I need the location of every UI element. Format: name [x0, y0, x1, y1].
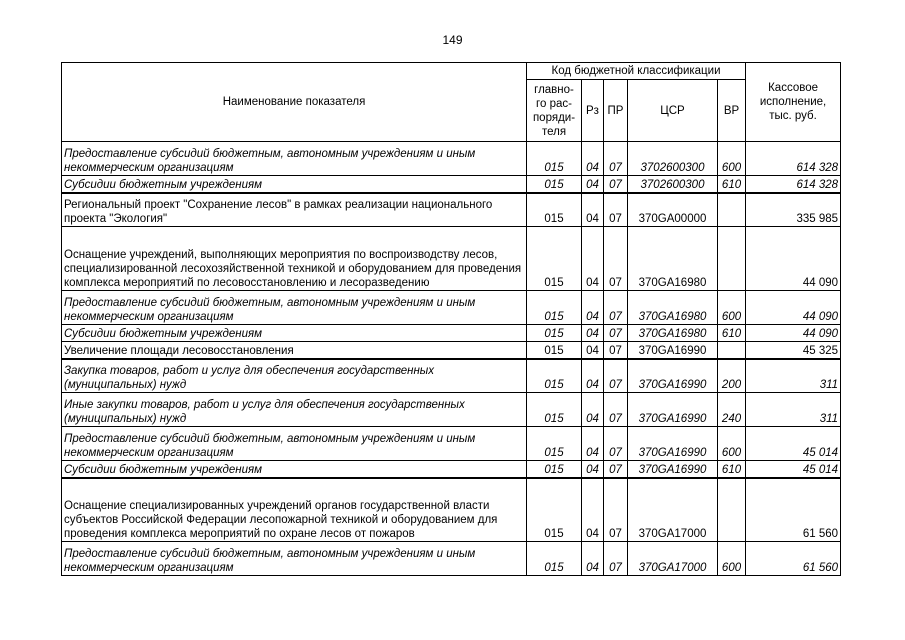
row-amount: 61 560 [746, 542, 841, 576]
table-row [62, 542, 841, 576]
table-row [62, 342, 841, 359]
row-amount: 44 090 [746, 325, 841, 342]
row-glavny-code: 015 [527, 542, 582, 576]
table-row [62, 142, 841, 176]
row-amount: 311 [746, 359, 841, 393]
row-rz-code: 04 [582, 393, 604, 427]
row-rz-code: 04 [582, 478, 604, 542]
page-number: 149 [442, 33, 463, 47]
row-name: Региональный проект "Сохранение лесов" в рамках реализации национального проекта "Экология" [62, 193, 527, 227]
row-name: Увеличение площади лесовосстановления [62, 342, 527, 359]
row-pr-code: 07 [604, 142, 628, 176]
row-pr-code: 07 [604, 427, 628, 461]
table-row [62, 193, 841, 227]
row-vr-code: 610 [718, 325, 746, 342]
row-name: Предоставление субсидий бюджетным, автономным учреждениям и иным некоммерческим организациям [62, 542, 527, 576]
table-row [62, 393, 841, 427]
table-row [62, 427, 841, 461]
header-rz: Рз [582, 80, 604, 142]
row-glavny-code: 015 [527, 342, 582, 359]
row-csr-code: 370GA16990 [628, 427, 718, 461]
header-glavny: главно-го рас-поряди-теля [527, 80, 582, 142]
table-header [62, 63, 841, 142]
row-csr-code: 370GA16990 [628, 393, 718, 427]
header-vr: ВР [718, 80, 746, 142]
row-pr-code: 07 [604, 342, 628, 359]
row-vr-code: 200 [718, 359, 746, 393]
row-pr-code: 07 [604, 176, 628, 193]
row-name: Субсидии бюджетным учреждениям [62, 325, 527, 342]
header-amount: Кассовое исполнение, тыс. руб. [746, 63, 841, 142]
row-csr-code: 370GA16980 [628, 227, 718, 291]
budget-execution-table [61, 62, 841, 576]
row-vr-code: 600 [718, 291, 746, 325]
header-csr: ЦСР [628, 80, 718, 142]
row-pr-code: 07 [604, 227, 628, 291]
table-row [62, 291, 841, 325]
row-vr-code: 600 [718, 427, 746, 461]
row-amount: 45 014 [746, 427, 841, 461]
row-rz-code: 04 [582, 142, 604, 176]
row-csr-code: 370GA00000 [628, 193, 718, 227]
row-csr-code: 370GA16980 [628, 325, 718, 342]
row-pr-code: 07 [604, 359, 628, 393]
row-pr-code: 07 [604, 393, 628, 427]
table-row [62, 227, 841, 291]
table-row [62, 325, 841, 342]
table-row [62, 478, 841, 542]
row-csr-code: 370GA17000 [628, 478, 718, 542]
row-glavny-code: 015 [527, 142, 582, 176]
row-rz-code: 04 [582, 359, 604, 393]
row-amount: 335 985 [746, 193, 841, 227]
header-pr: ПР [604, 80, 628, 142]
row-amount: 45 325 [746, 342, 841, 359]
row-vr-code: 610 [718, 176, 746, 193]
row-name: Оснащение специализированных учреждений органов государственной власти субъектов Российской Федерации лесопожарной техникой и оборудованием для проведения комплекса мероприятий по охране лесов от пожаров [62, 478, 527, 542]
row-rz-code: 04 [582, 427, 604, 461]
row-glavny-code: 015 [527, 193, 582, 227]
row-csr-code: 370GA16980 [628, 291, 718, 325]
row-csr-code: 370GA17000 [628, 542, 718, 576]
row-name: Предоставление субсидий бюджетным, автономным учреждениям и иным некоммерческим организациям [62, 427, 527, 461]
row-amount: 311 [746, 393, 841, 427]
row-rz-code: 04 [582, 176, 604, 193]
row-pr-code: 07 [604, 291, 628, 325]
row-rz-code: 04 [582, 291, 604, 325]
row-amount: 61 560 [746, 478, 841, 542]
row-glavny-code: 015 [527, 291, 582, 325]
row-csr-code: 370GA16990 [628, 342, 718, 359]
header-name: Наименование показателя [62, 63, 527, 142]
row-vr-code [718, 227, 746, 291]
table-body [62, 142, 841, 576]
row-glavny-code: 015 [527, 461, 582, 478]
row-name: Субсидии бюджетным учреждениям [62, 461, 527, 478]
header-code-group: Код бюджетной классификации [527, 63, 746, 80]
row-csr-code: 370GA16990 [628, 359, 718, 393]
row-pr-code: 07 [604, 193, 628, 227]
row-vr-code: 600 [718, 542, 746, 576]
row-vr-code [718, 193, 746, 227]
row-vr-code: 610 [718, 461, 746, 478]
row-glavny-code: 015 [527, 227, 582, 291]
table-row [62, 359, 841, 393]
row-amount: 44 090 [746, 291, 841, 325]
row-amount: 614 328 [746, 142, 841, 176]
row-vr-code [718, 478, 746, 542]
row-name: Иные закупки товаров, работ и услуг для обеспечения государственных (муниципальных) нужд [62, 393, 527, 427]
row-csr-code: 3702600300 [628, 142, 718, 176]
row-glavny-code: 015 [527, 478, 582, 542]
row-amount: 44 090 [746, 227, 841, 291]
table-row [62, 176, 841, 193]
row-name: Предоставление субсидий бюджетным, автономным учреждениям и иным некоммерческим организациям [62, 142, 527, 176]
row-vr-code: 240 [718, 393, 746, 427]
row-glavny-code: 015 [527, 176, 582, 193]
row-pr-code: 07 [604, 461, 628, 478]
row-rz-code: 04 [582, 227, 604, 291]
row-glavny-code: 015 [527, 393, 582, 427]
row-amount: 614 328 [746, 176, 841, 193]
row-glavny-code: 015 [527, 359, 582, 393]
row-glavny-code: 015 [527, 325, 582, 342]
row-pr-code: 07 [604, 478, 628, 542]
row-name: Оснащение учреждений, выполняющих мероприятия по воспроизводству лесов, специализированной лесохозяйственной техникой и оборудованием для проведения комплекса мероприятий по лесовосстановлению и лесоразведению [62, 227, 527, 291]
row-pr-code: 07 [604, 542, 628, 576]
row-pr-code: 07 [604, 325, 628, 342]
row-amount: 45 014 [746, 461, 841, 478]
row-name: Субсидии бюджетным учреждениям [62, 176, 527, 193]
row-rz-code: 04 [582, 542, 604, 576]
row-vr-code [718, 342, 746, 359]
row-rz-code: 04 [582, 461, 604, 478]
row-vr-code: 600 [718, 142, 746, 176]
row-rz-code: 04 [582, 325, 604, 342]
row-rz-code: 04 [582, 193, 604, 227]
row-glavny-code: 015 [527, 427, 582, 461]
row-name: Предоставление субсидий бюджетным, автономным учреждениям и иным некоммерческим организациям [62, 291, 527, 325]
row-csr-code: 370GA16990 [628, 461, 718, 478]
row-name: Закупка товаров, работ и услуг для обеспечения государственных (муниципальных) нужд [62, 359, 527, 393]
table-row [62, 461, 841, 478]
row-rz-code: 04 [582, 342, 604, 359]
row-csr-code: 3702600300 [628, 176, 718, 193]
